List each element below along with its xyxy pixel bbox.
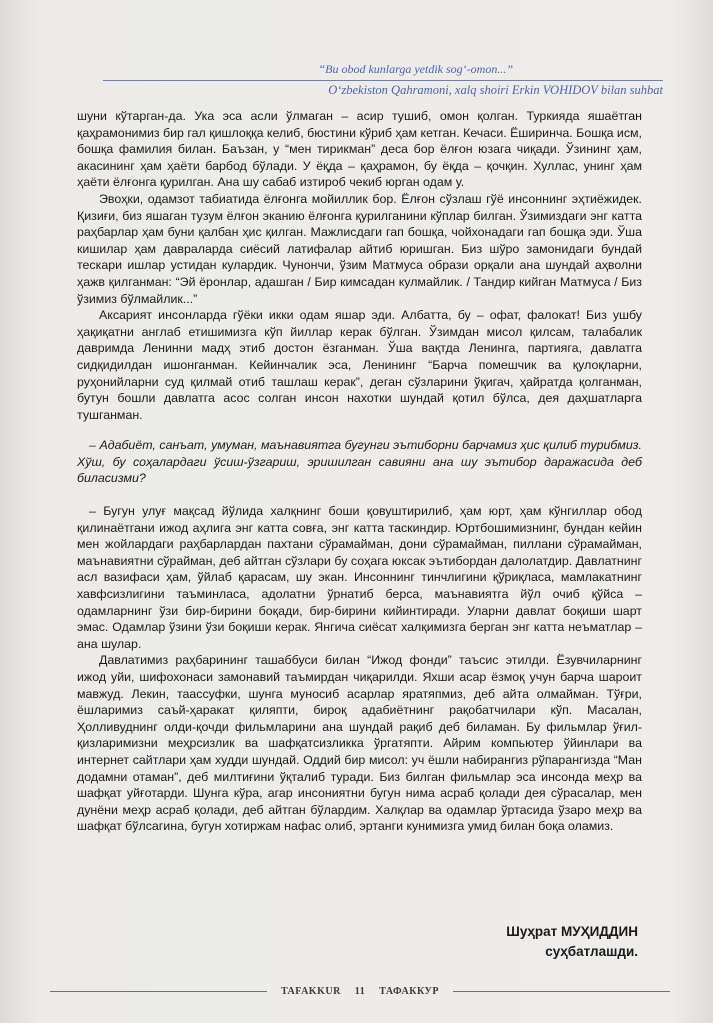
interview-question: – Адабиёт, санъат, умуман, маънавиятга бугунги эътиборни барчамиз ҳис қилиб турибмиз. Хўш, бу соҳалардаги ўсиш-ўзгариш, эришилган савияни ана шу эътибор даражасида деб биласизми? <box>77 438 642 486</box>
footer-magazine-cyrillic: ТАФАККУР <box>379 985 439 997</box>
header-subtitle: O‘zbekiston Qahramoni, xalq shoiri Erkin VOHIDOV bilan suhbat <box>328 83 663 97</box>
header-rule <box>103 80 663 81</box>
paragraph: Эвоҳки, одамзот табиатида ёлғонга мойиллик бор. Ёлғон сўзлаш гўё инсоннинг эҳтиёжидек. Қизиғи, биз яшаган тузум ёлғон эканию ёлғонга қурилганини кўплар билган. Ўзимиздаги энг катта раҳбарлар ҳам буни қалбан ҳис қилган. Мажлисдаги гап бошқа, чойхонадаги гап бошқа эди. Ўша кишилар ҳам давраларда сиёсий латифалар айтиб юришган. Биз шўро замонидаги бундай тескари ишлар устидан кулардик. Чунончи, ўзим Матмуса образи орқали ана шундай аҳволни ҳажв қилганман: “Эй ёронлар, адашган / Бир кимсадан кулмайлик. / Тандир кийган Матмуса / Биз ўзимиз бўлмайлик...” <box>77 191 642 306</box>
footer-rule-right <box>453 991 670 992</box>
author-name: Шуҳрат МУҲИДДИН <box>506 924 638 939</box>
footer-folio <box>281 986 439 997</box>
footer-magazine-latin: TAFAKKUR <box>281 985 341 997</box>
page-number: 11 <box>354 985 366 997</box>
paragraph: шуни кўтарган-да. Ука эса асли ўлмаган – асир тушиб, омон қолган. Туркияда яшаётган қаҳрамонимиз бир гал қишлоққа келиб, бюстини кўриб ҳам кетган. Кечаси. Ёширинча. Бошқа исм, бошқа фамилия билан. Баъзан, у “мен тирикман” деса бор ёлғон юзага чиқади. Ўзининг ҳам, акасининг ҳам ҳаёти барбод бўлади. У ёқда – қаҳрамон, бу ёқда – қочқин. Хуллас, унинг ҳам ҳаёти ёлғонга қурилган. Ана шу сабаб изтироб чекиб юрган одам у. <box>77 109 642 190</box>
running-header <box>103 62 663 98</box>
interview-answer: – Бугун улуғ мақсад йўлида халқнинг боши қовуштирилиб, ҳам юрт, ҳам кўнгиллар обод қилинаётгани ижод аҳлига энг катта совға, энг катта таскиндир. Юртбошимизнинг, бундан кейин мен жойлардаги раҳбарлардан пахтани сўрамайман, дони сўрамайман, пиллани сўрамайман, маънавиятни сўрайман, деб айтган сўзлари бу соҳага юксак эътибордан далолатдир. Давлатнинг асл вазифаси ҳам, ўйлаб қарасам, шу экан. Инсоннинг тинчлигини қўриқласа, мамлакатнинг хавфсизлигини таъминласа, адолатни ўрнатиб берса, маънавиятга йўл очиб қўйса – одамларнинг ўзи бир-бирини боқади, бир-бирини кийинтиради. Уларни давлат боқиши шарт эмас. Одамлар ўзини ўзи боқиши керак. Янгича сиёсат халқимизга берган энг катта неъматлар – ана шулар. <box>77 504 642 651</box>
paragraph: Аксарият инсонларда гўёки икки одам яшар эди. Албатта, бу – офат, фалокат! Биз ушбу ҳақиқатни англаб етишимизга кўп йиллар керак бўлган. Ўзимдан мисол қилсам, талабалик давримда Ленинни мадҳ этиб достон ёзганман. Ўша вақтда Ленинга, партияга, давлатга сидқидилдан ишонганман. Кейинчалик эса, Ленининг “Барча помешчик ва қулоқларни, руҳонийларни суд қилмай отиб ташлаш керак”, деган сўзларини ўқигач, ҳайратда қолганман, бутун бошли давлатга асос солган инсон нахотки шундай қотил бўлса, дея даҳшатларга тушганман. <box>77 308 642 422</box>
footer-rule-left <box>50 991 267 992</box>
page-footer <box>50 984 670 998</box>
paragraph: Давлатимиз раҳбарининг ташаббуси билан “Ижод фонди” таъсис этилди. Ёзувчиларнинг ижод уйи, шифохонаси замонавий таъмирдан чиқарилди. Яхши асар ёзмоқ учун барча шароит мавжуд. Лекин, таассуфки, шунга муносиб асарлар яратяпмиз, деб айта олмайман. Тўғри, ёшларимиз саъй-ҳаракат қиляпти, бироқ адабиётнинг рақобатчилари кўп. Масалан, Ҳолливуднинг олди-қочди фильмларини ана шундай рақиб деб биламан. Бу фильмлар ўғил-қизларимизни меҳрсизлик ва шафқатсизликка ўргатяпти. Айрим компьютер ўйинлари ва интернет сайтлари ҳам худди шундай. Оддий бир мисол: уч ёшли набирангиз рўпарангизда “Ман додамни отаман”, деб милтиғини ўқталиб туради. Биз билган фильмлар эса инсонда меҳр ва шафқат уйғотарди. Шунга кўра, агар инсониятни бугун нима асраб қолади дея сўрасалар, мен дунёни меҳр асраб қолади, деб айтган бўлардим. Халқлар ва одамлар ўртасида ўзаро меҳр ва шафқат бўлсагина, бугун хотиржам нафас олиб, эртанги кунимизга умид билан боқа оламиз. <box>77 653 642 834</box>
author-role: суҳбатлашди. <box>545 944 638 959</box>
article-body <box>77 108 642 835</box>
author-signature <box>506 922 638 962</box>
header-quote: “Bu obod kunlarga yetdik sog‘-omon...” <box>318 62 513 76</box>
